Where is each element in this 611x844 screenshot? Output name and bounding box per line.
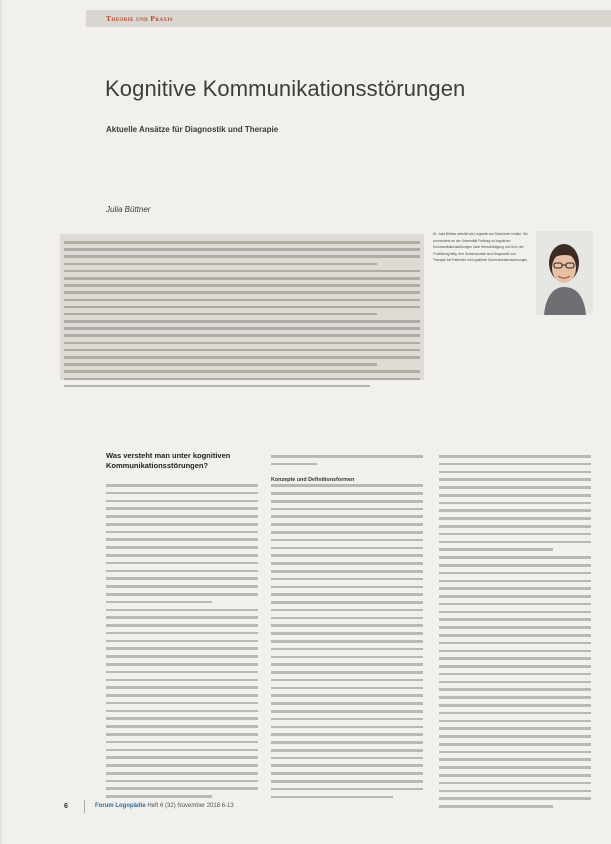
- text-line: [271, 726, 423, 729]
- text-line: [439, 525, 591, 528]
- body-column-2: [271, 455, 423, 803]
- text-line: [271, 617, 423, 620]
- footer-divider: [84, 800, 85, 813]
- text-line: [439, 618, 591, 621]
- text-line: [64, 299, 420, 302]
- text-line: [271, 601, 423, 604]
- text-line: [271, 656, 423, 659]
- text-line: [106, 780, 258, 783]
- text-line: [271, 764, 423, 767]
- subheading: Konzepte und Definitionsformen: [271, 476, 355, 483]
- text-line: [64, 334, 420, 337]
- text-line: [106, 733, 258, 736]
- text-line: [64, 327, 420, 330]
- text-line: [106, 609, 258, 612]
- text-line: [271, 586, 423, 589]
- text-line: [64, 284, 420, 287]
- text-line: [106, 507, 258, 510]
- text-line: [439, 572, 591, 575]
- text-line: [439, 704, 591, 707]
- text-line: [439, 797, 591, 800]
- text-line: [106, 741, 258, 744]
- text-line: [106, 655, 258, 658]
- text-line: [439, 455, 591, 458]
- text-line: [439, 657, 591, 660]
- text-line: [271, 609, 423, 612]
- text-line: [106, 585, 258, 588]
- text-line: [439, 587, 591, 590]
- text-line: [64, 248, 420, 251]
- footer-pages: 6-13: [221, 803, 234, 809]
- footer-citation: [95, 803, 234, 809]
- abstract-text: [64, 241, 420, 392]
- text-line: [64, 313, 377, 316]
- text-line: [271, 718, 423, 721]
- text-line: [439, 463, 591, 466]
- text-line: [439, 626, 591, 629]
- text-line: [64, 349, 420, 352]
- text-line: [439, 603, 591, 606]
- text-line: [271, 694, 423, 697]
- text-line: [439, 517, 591, 520]
- text-line: [439, 478, 591, 481]
- text-line: [106, 686, 258, 689]
- text-line: [439, 758, 591, 761]
- text-line: [271, 492, 423, 495]
- text-line: [106, 795, 212, 798]
- text-line: [271, 733, 423, 736]
- text-line: [106, 492, 258, 495]
- text-line: [271, 593, 423, 596]
- text-line: [106, 679, 258, 682]
- text-line: [271, 632, 423, 635]
- text-line: [106, 531, 258, 534]
- text-line: [271, 702, 423, 705]
- text-line: [271, 547, 423, 550]
- article-author: Julia Büttner: [106, 205, 151, 214]
- text-line: [64, 306, 420, 309]
- text-line: [106, 515, 258, 518]
- text-line: [271, 508, 423, 511]
- text-line: [439, 611, 591, 614]
- text-line: [439, 509, 591, 512]
- text-line: [439, 502, 591, 505]
- text-line: [439, 634, 591, 637]
- text-line: [106, 702, 258, 705]
- text-line: [271, 523, 423, 526]
- text-line: [64, 385, 370, 388]
- text-line: [106, 764, 258, 767]
- text-line: [439, 471, 591, 474]
- text-line: [439, 580, 591, 583]
- text-line: [271, 562, 423, 565]
- text-line: [106, 593, 258, 596]
- text-line: [271, 640, 423, 643]
- text-line: [106, 562, 258, 565]
- text-line: [439, 790, 591, 793]
- text-line: [106, 710, 258, 713]
- text-line: [271, 463, 317, 466]
- section-heading: Was versteht man unter kognitiven Kommunikationsstörungen?: [106, 451, 231, 470]
- text-line: [106, 570, 258, 573]
- text-line: [64, 241, 420, 244]
- text-line: [439, 805, 553, 808]
- text-line: [271, 531, 423, 534]
- text-line: [106, 787, 258, 790]
- text-line: [439, 766, 591, 769]
- footer-issue: Heft 6 (32) November 2018: [147, 803, 221, 809]
- text-line: [64, 291, 420, 294]
- text-line: [439, 712, 591, 715]
- text-line: [439, 681, 591, 684]
- text-line: [64, 277, 420, 280]
- text-line: [271, 749, 423, 752]
- text-line: [106, 756, 258, 759]
- text-line: [271, 554, 423, 557]
- text-line: [106, 749, 258, 752]
- text-line: [439, 494, 591, 497]
- text-line: [439, 751, 591, 754]
- text-line: [106, 616, 258, 619]
- text-line: [271, 515, 423, 518]
- text-line: [271, 539, 423, 542]
- page-edge: [0, 0, 2, 844]
- text-line: [439, 727, 591, 730]
- text-line: [271, 663, 423, 666]
- text-line: [271, 772, 423, 775]
- text-line: [439, 533, 591, 536]
- text-line: [106, 640, 258, 643]
- text-line: [439, 735, 591, 738]
- text-line: [271, 679, 423, 682]
- text-line: [271, 788, 423, 791]
- text-line: [439, 650, 591, 653]
- text-line: [64, 378, 420, 381]
- text-line: [439, 541, 591, 544]
- author-bio: Dr. Julia Büttner arbeitet als Linguistin am Schmieder Institut. Sie promovierte an der Universität Freiburg zu kognitiven Kommunikationsstörungen nach Hirnschädigung und ist in der Fortbildung tätig. Ihre Schwerpunkte sind Diagnostik und Therapie bei Patienten mit kognitiven Kommunikationsstörungen.: [433, 232, 529, 263]
- text-line: [439, 595, 591, 598]
- text-line: [439, 720, 591, 723]
- article-subtitle: Aktuelle Ansätze für Diagnostik und Therapie: [106, 125, 279, 134]
- body-column-3: [439, 455, 591, 813]
- text-line: [271, 484, 423, 487]
- text-line: [439, 696, 591, 699]
- text-line: [439, 564, 591, 567]
- text-line: [64, 356, 420, 359]
- text-line: [106, 500, 258, 503]
- text-line: [271, 796, 393, 799]
- text-line: [271, 757, 423, 760]
- text-line: [439, 782, 591, 785]
- text-line: [271, 500, 423, 503]
- text-line: [271, 455, 423, 458]
- text-line: [106, 694, 258, 697]
- text-line: [106, 601, 212, 604]
- article-title: Kognitive Kommunikationsstörungen: [105, 76, 466, 101]
- text-line: [439, 556, 591, 559]
- text-line: [439, 743, 591, 746]
- text-line: [106, 484, 258, 487]
- text-line: [271, 741, 423, 744]
- text-line: [106, 717, 258, 720]
- text-line: [439, 486, 591, 489]
- text-line: [106, 523, 258, 526]
- text-line: [271, 570, 423, 573]
- text-line: [271, 648, 423, 651]
- text-line: [106, 632, 258, 635]
- text-line: [271, 578, 423, 581]
- text-line: [439, 548, 553, 551]
- text-line: [64, 270, 420, 273]
- text-line: [64, 320, 420, 323]
- text-line: [271, 710, 423, 713]
- text-line: [106, 725, 258, 728]
- text-line: [64, 363, 377, 366]
- text-line: [439, 642, 591, 645]
- text-line: [439, 665, 591, 668]
- text-line: [64, 342, 420, 345]
- text-line: [106, 554, 258, 557]
- author-portrait-image: [536, 231, 593, 315]
- author-photo: [536, 231, 593, 315]
- text-line: [106, 647, 258, 650]
- text-line: [106, 671, 258, 674]
- text-line: [64, 255, 420, 258]
- text-line: [439, 688, 591, 691]
- text-line: [271, 671, 423, 674]
- body-column-1: [106, 484, 258, 803]
- text-line: [106, 546, 258, 549]
- text-line: [106, 624, 258, 627]
- text-line: [271, 687, 423, 690]
- text-line: [106, 577, 258, 580]
- text-line: [439, 774, 591, 777]
- text-line: [106, 663, 258, 666]
- footer-brand: Forum Logopädie: [95, 803, 146, 809]
- text-line: [106, 772, 258, 775]
- text-line: [64, 370, 420, 373]
- section-label: Theorie und Praxis: [106, 14, 173, 23]
- text-line: [439, 673, 591, 676]
- text-line: [106, 538, 258, 541]
- text-line: [271, 624, 423, 627]
- text-line: [64, 263, 377, 266]
- footer-page-number: 6: [64, 803, 68, 810]
- text-line: [271, 780, 423, 783]
